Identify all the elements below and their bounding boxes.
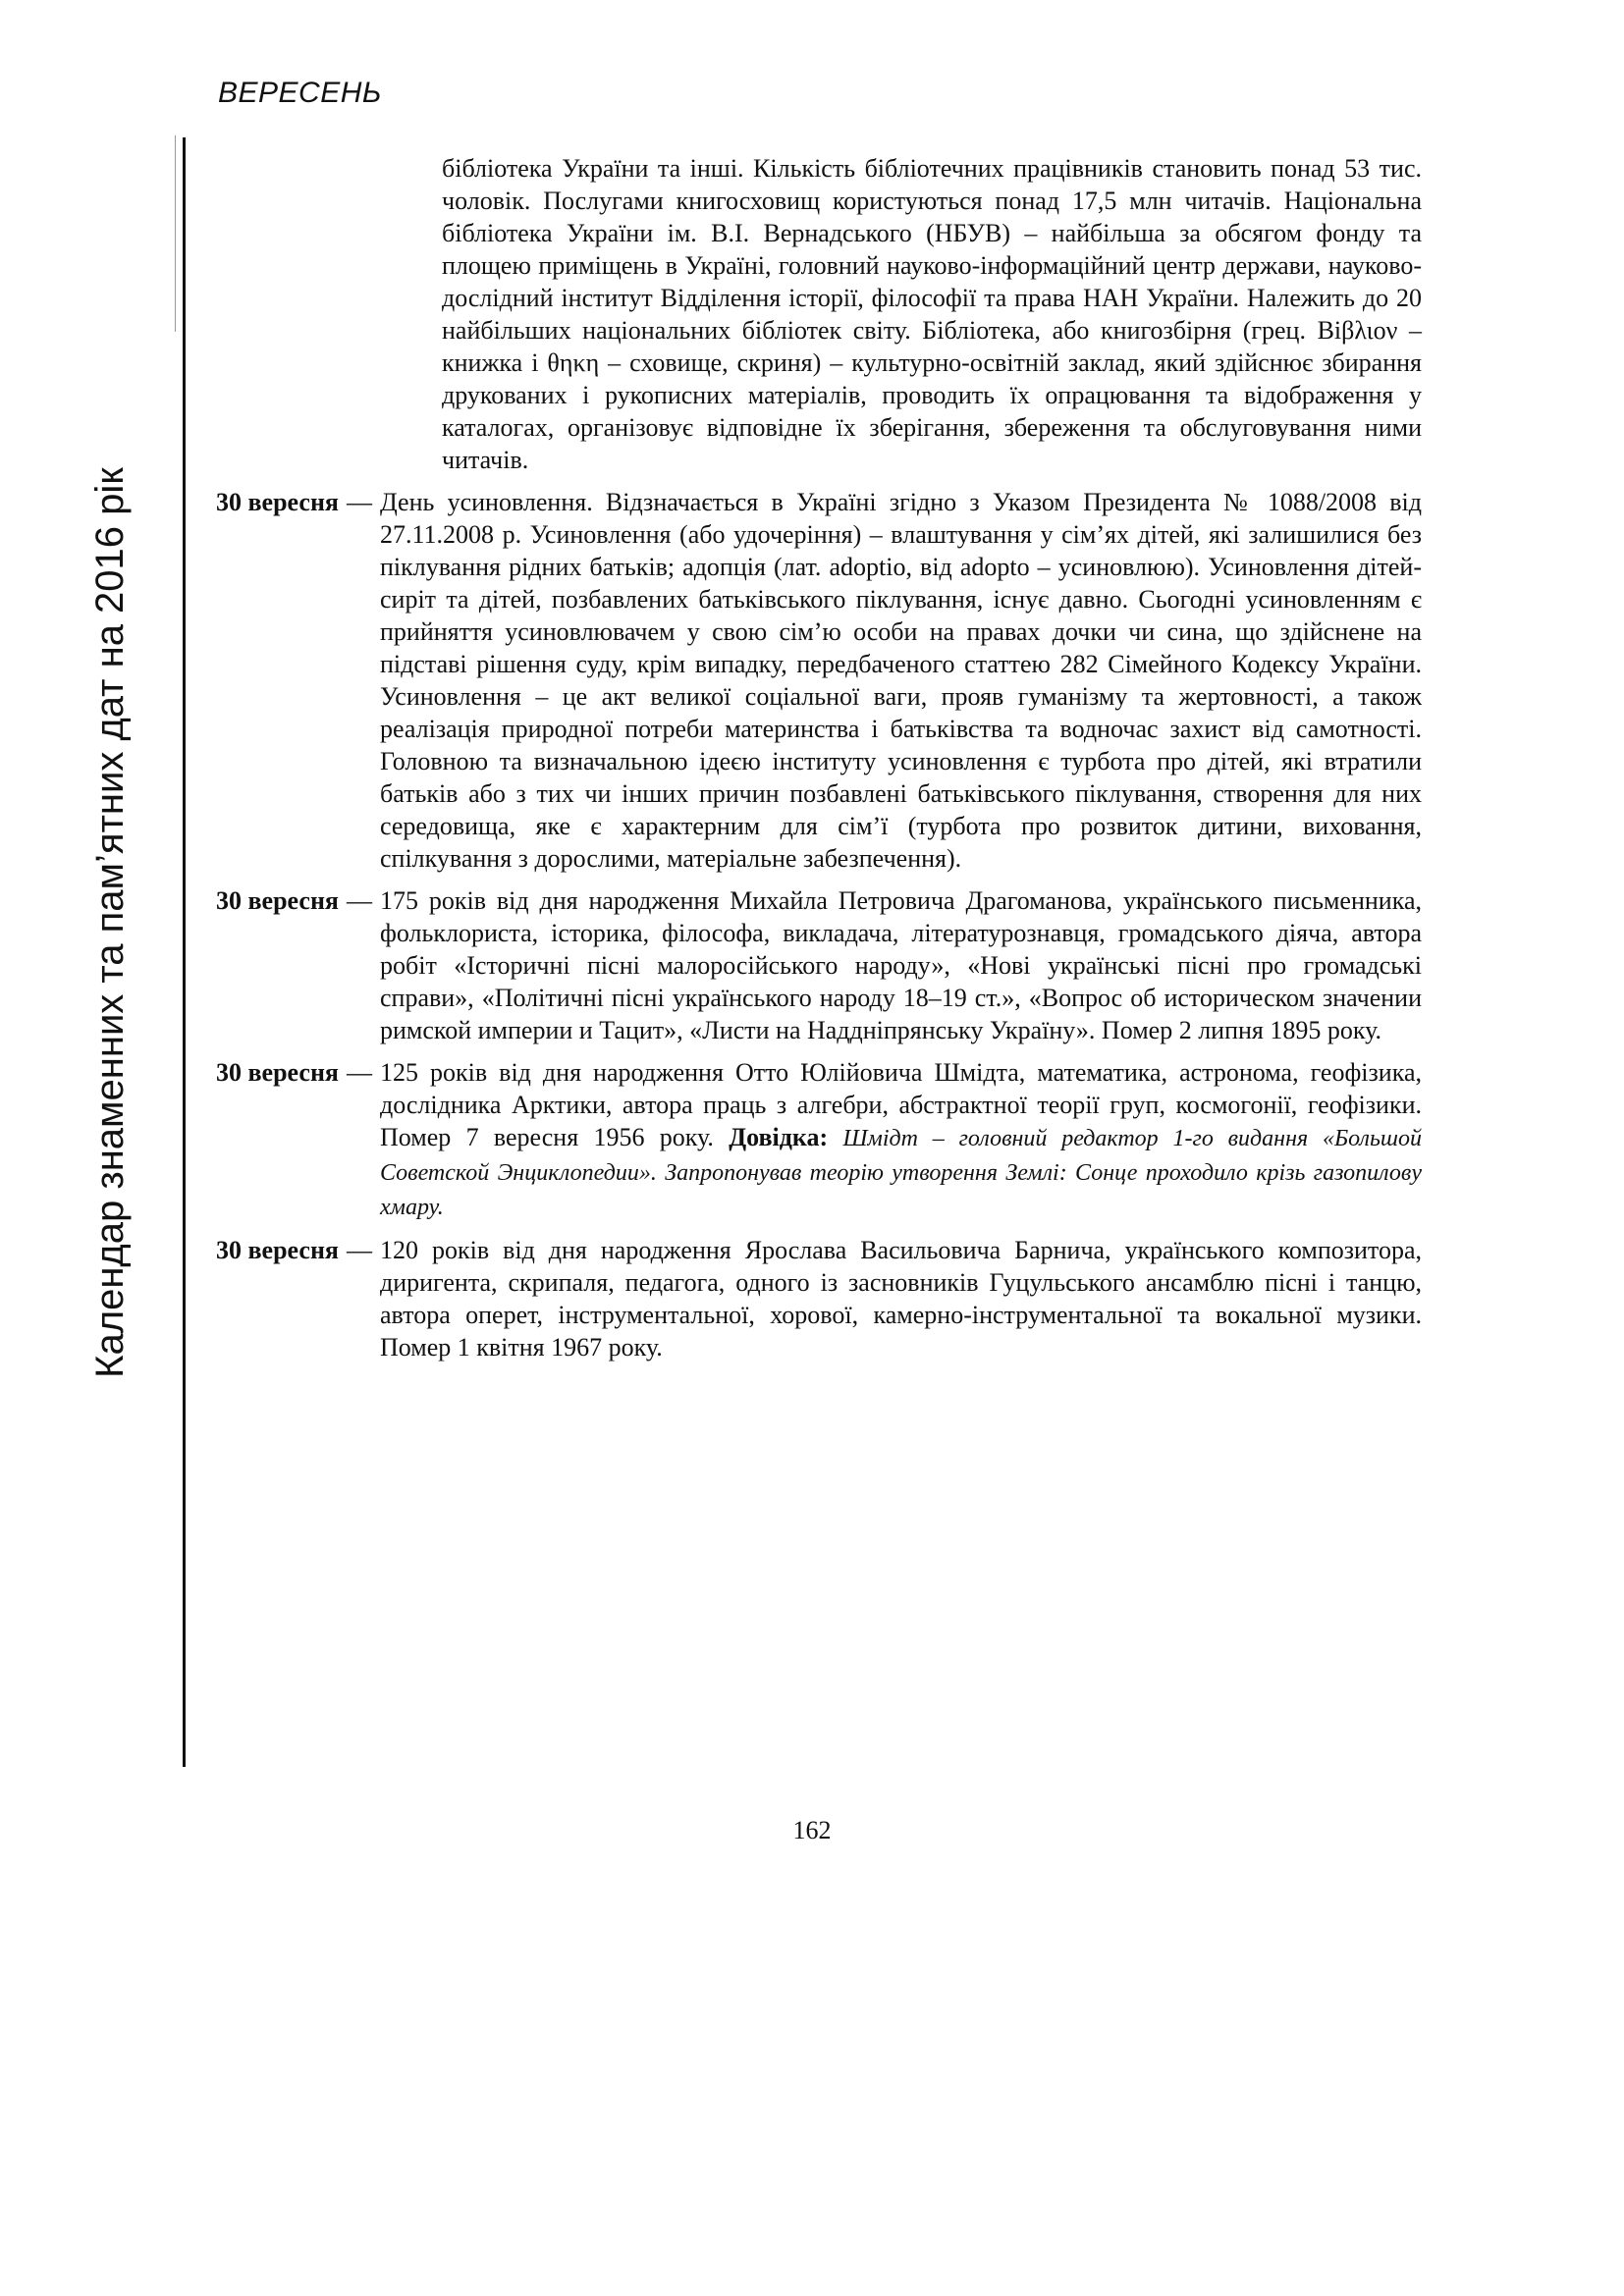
note-label: Довідка: — [729, 1123, 829, 1151]
margin-rule — [183, 137, 186, 1767]
section-header: ВЕРЕСЕНЬ — [218, 77, 382, 109]
entry-dash: — — [347, 488, 372, 516]
entry-text: День усиновлення. Відзначається в Україні згідно з Указом Президента № 1088/2008 від 27.11.2008 р. Усиновлення (або удочеріння) – влаштування у сім’ях дітей, які залишилися без піклування рідних батьків; адопція (лат. adoptio, від adopto – усиновлюю). Усиновлення дітей-сиріт та дітей, позбавлених батьківського піклування, існує давно. Сьогодні усиновленням є прийняття усиновлювачем у свою сім’ю особи на правах дочки чи сина, що здійснене на підставі рішення суду, крім випадку, передбаченого статтею 282 Сімейного Кодексу України. Усиновлення – це акт великої соціальної ваги, прояв гуманізму та жертовності, а також реалізація природної потреби материнства і батьківства та водночас захист від самотності. Головною та визначальною ідеєю інституту усиновлення є турбота про дітей, які втратили батьків або з тих чи інших причин позбавлені батьківського піклування, створення для них середовища, яке є характерним для сім’ї (турбота про розвиток дитини, виховання, спілкування з дорослими, матеріальне забезпечення). — [380, 488, 1422, 873]
note-text: Шмідт – головний редактор 1-го видання «Большой Советской Энциклопедии». Запропонував теорію утворення Землі: Сонце проходило крізь газопилову хмару. — [380, 1126, 1423, 1220]
entry-text: 120 років від дня народження Ярослава Васильовича Барнича, українського композитора, диригента, скрипаля, педагога, одного із засновників Гуцульського ансамблю пісні і танцю, автора оперет, інструментальної, хорової, камерно-інструментальної та вокальної музики. Помер 1 квітня 1967 року. — [380, 1236, 1422, 1362]
entry-dash: — — [347, 886, 372, 915]
entry-date: 30 вересня — [216, 1058, 339, 1087]
entry-text: 125 років від дня народження Отто Юлійовича Шмідта, математика, астронома, геофізика, дослідника Арктики, автора праць з алгебри, абстрактної теорії груп, космогонії, геофізики. Помер 7 вересня 1956 року. — [380, 1058, 1422, 1151]
side-title: Календар знаменних та пам’ятних дат на 2016 рік — [88, 467, 132, 1378]
calendar-entry — [216, 486, 1422, 875]
calendar-entry — [216, 884, 1422, 1046]
entry-dash: — — [347, 1058, 372, 1087]
page-number: 162 — [792, 1816, 832, 1844]
entry-dash: — — [347, 1236, 372, 1264]
margin-rule-thin — [175, 135, 176, 332]
entry-date: 30 вересня — [216, 488, 339, 516]
document-body — [216, 152, 1422, 1363]
entry-date: 30 вересня — [216, 1236, 339, 1264]
calendar-entry — [216, 1056, 1422, 1224]
calendar-entry — [216, 1234, 1422, 1363]
entry-text: 175 років від дня народження Михайла Петровича Драгоманова, українського письменника, фольклориста, історика, філософа, викладача, літературознавця, громадського діяча, автора робіт «Історичні пісні малоросійського народу», «Нові українські пісні про громадські справи», «Політичні пісні українського народу 18–19 ст.», «Вопрос об историческом значении римской империи и Тацит», «Листи на Наддніпрянську Україну». Помер 2 липня 1895 року. — [380, 886, 1422, 1044]
entry-date: 30 вересня — [216, 886, 339, 915]
entry-text-block — [380, 1056, 1422, 1224]
continuation-paragraph: бібліотека України та інші. Кількість бібліотечних працівників становить понад 53 тис. чоловік. Послугами книгосховищ користуються понад 17,5 млн читачів. Національна бібліотека України ім. В.І. Вернадського (НБУВ) – найбільша за обсягом фонду та площею приміщень в Україні, головний науково-інформаційний центр держави, науково-дослідний інститут Відділення історії, філософії та права НАН України. Належить до 20 найбільших національних бібліотек світу. Бібліотека, або книгозбірня (грец. Biβλιον – книжка і θηκη – сховище, скриня) – культурно-освітній заклад, який здійснює збирання друкованих і рукописних матеріалів, проводить їх опрацювання та відображення у каталогах, організовує відповідне їх зберігання, збереження та обслуговування ними читачів. — [442, 154, 1422, 474]
